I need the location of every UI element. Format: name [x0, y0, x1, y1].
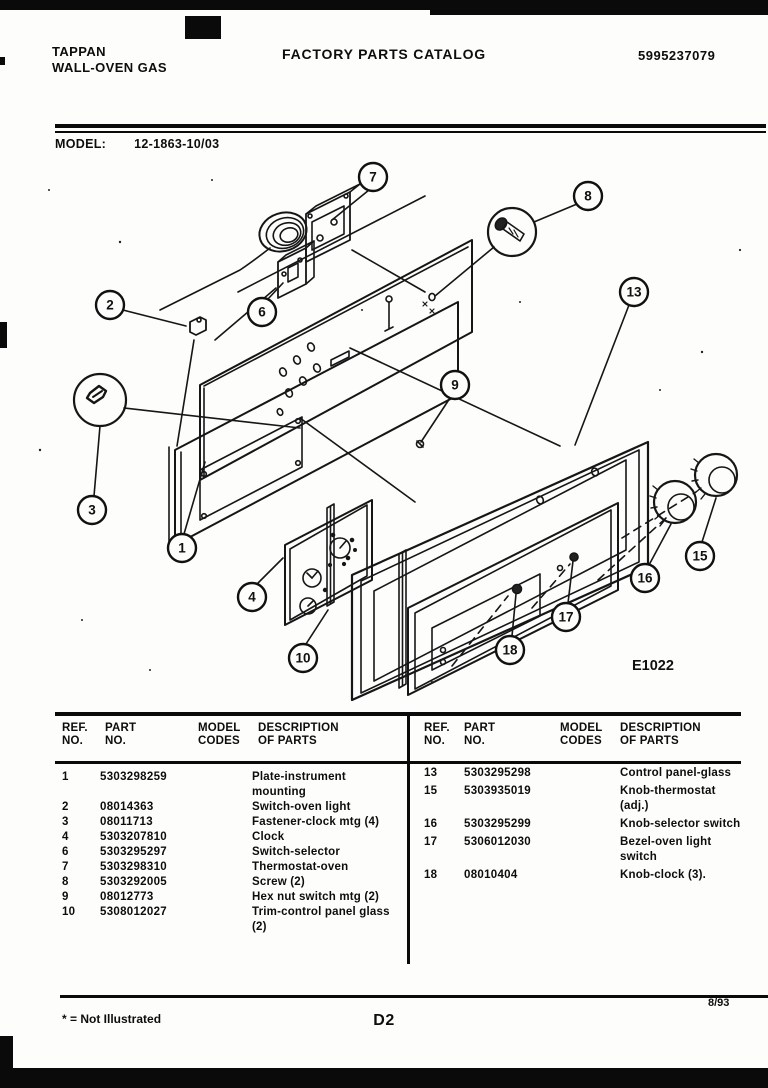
- screw-17: [570, 553, 578, 561]
- ref-no: 4: [62, 831, 69, 843]
- description: Hex nut switch mtg (2): [252, 891, 380, 903]
- table-row: [62, 830, 404, 845]
- callout-number-3: 3: [88, 502, 96, 518]
- callout-number-4: 4: [248, 589, 256, 605]
- thermostat-knob: [691, 454, 737, 499]
- description: Trim-control panel glass (2): [252, 906, 390, 933]
- part-no: 5306012030: [464, 836, 531, 848]
- model-label: MODEL:: [55, 137, 107, 151]
- description: Knob-thermostat (adj.): [620, 785, 716, 812]
- part-no: 5303295297: [100, 846, 167, 858]
- callout-number-16: 16: [637, 570, 653, 586]
- clock-assembly: [285, 500, 372, 625]
- model-codes: [560, 868, 620, 883]
- page-title: FACTORY PARTS CATALOG: [282, 46, 486, 62]
- table-row: [62, 875, 404, 890]
- callout-number-6: 6: [258, 304, 266, 320]
- table-row: [424, 784, 742, 814]
- table-top-rule: [55, 712, 741, 716]
- table-row: [62, 905, 404, 935]
- table-column-divider: [407, 712, 410, 964]
- callout-number-7: 7: [369, 169, 377, 185]
- part-no: 08011713: [100, 816, 153, 828]
- part-no: 08010404: [464, 869, 518, 881]
- ref-no: 15: [424, 785, 438, 797]
- callout-number-8: 8: [584, 188, 592, 204]
- description: Bezel-oven light switch: [620, 836, 712, 863]
- callout-number-13: 13: [626, 284, 642, 300]
- header-rule-thin: [55, 131, 766, 133]
- model-row: [55, 137, 219, 151]
- ref-no: 13: [424, 767, 438, 779]
- scan-top-bar-right: [430, 0, 768, 15]
- front-instrument-panel: [169, 302, 458, 549]
- callout-number-18: 18: [502, 642, 518, 658]
- part-no: 5303207810: [100, 831, 167, 843]
- description: Control panel-glass: [620, 767, 732, 779]
- scan-black-block: [185, 16, 221, 39]
- description: Screw (2): [252, 876, 305, 888]
- model-value: 12-1863-10/03: [134, 137, 220, 151]
- model-codes: [195, 815, 252, 830]
- part-no: 08014363: [100, 801, 154, 813]
- oven-light-switch-bracket: [177, 317, 206, 446]
- model-codes: [560, 784, 620, 814]
- thermostat-assembly: [160, 184, 360, 310]
- part-no: 5303295299: [464, 818, 531, 830]
- table-row: [62, 860, 404, 875]
- model-codes: [195, 800, 252, 815]
- callout-leaders: [94, 190, 716, 644]
- callout-number-10: 10: [295, 650, 311, 666]
- lower-glass-panel: [408, 503, 618, 695]
- ref-no: 18: [424, 869, 438, 881]
- part-no: 08012773: [100, 891, 154, 903]
- ref-no: 17: [424, 836, 438, 848]
- table-row: [62, 770, 404, 800]
- part-no: 5303292005: [100, 876, 167, 888]
- mounting-line: [238, 196, 425, 292]
- col-header-codes-left: MODEL CODES: [198, 722, 241, 747]
- table-row: [424, 868, 742, 883]
- col-header-ref-right: REF. NO.: [424, 722, 450, 747]
- description: Switch-selector: [252, 846, 340, 858]
- scan-bottom-bar: [0, 1068, 768, 1088]
- ref-no: 8: [62, 876, 69, 888]
- ref-no: 9: [62, 891, 69, 903]
- table-row: [62, 890, 404, 905]
- callout-number-17: 17: [558, 609, 574, 625]
- brand-name: TAPPAN: [52, 44, 106, 59]
- ref-no: 2: [62, 801, 69, 813]
- model-codes: [560, 766, 620, 781]
- catalog-number: 5995237079: [638, 48, 716, 63]
- header-rule: [55, 124, 766, 128]
- description: Thermostat-oven: [252, 861, 349, 873]
- selector-knob: [650, 481, 696, 526]
- description: Fastener-clock mtg (4): [252, 816, 380, 828]
- ref-no: 10: [62, 906, 76, 918]
- screw-18: [513, 585, 522, 594]
- model-codes: [195, 845, 252, 860]
- description: Switch-oven light: [252, 801, 351, 813]
- model-codes: [195, 890, 252, 905]
- figure-code: E1022: [632, 658, 674, 674]
- footer-rule: [60, 995, 768, 998]
- revision-date: 8/93: [708, 997, 730, 1009]
- col-header-codes-right: MODEL CODES: [560, 722, 603, 747]
- table-row: [424, 817, 742, 832]
- not-illustrated-note: * = Not Illustrated: [62, 1012, 162, 1026]
- table-row: [424, 766, 742, 781]
- part-no: 5303298310: [100, 861, 167, 873]
- callout-number-15: 15: [692, 548, 708, 564]
- page-number: D2: [373, 1012, 395, 1029]
- col-header-desc-right: DESCRIPTION OF PARTS: [620, 722, 701, 747]
- alignment-line: [300, 418, 415, 502]
- model-codes: [195, 905, 252, 935]
- scan-left-strip: [0, 1036, 13, 1070]
- parts-table-left: [62, 770, 404, 935]
- part-no: 5303298259: [100, 771, 167, 783]
- table-row: [62, 800, 404, 815]
- table-row: [424, 835, 742, 865]
- model-codes: [195, 875, 252, 890]
- model-codes: [195, 830, 252, 845]
- callout-number-2: 2: [106, 297, 114, 313]
- callout-bubbles: [78, 163, 714, 672]
- description: Clock: [252, 831, 285, 843]
- model-codes: [560, 835, 620, 865]
- screw-9: [417, 441, 424, 448]
- description: Knob-selector switch: [620, 818, 741, 830]
- part-no: 5303935019: [464, 785, 531, 797]
- model-codes: [195, 860, 252, 875]
- ref-no: 3: [62, 816, 69, 828]
- model-codes: [560, 817, 620, 832]
- ref-no: 16: [424, 818, 438, 830]
- ref-no: 7: [62, 861, 69, 873]
- col-header-part-left: PART NO.: [105, 722, 137, 747]
- table-row: [62, 845, 404, 860]
- ref-no: 1: [62, 771, 69, 783]
- col-header-part-right: PART NO.: [464, 722, 496, 747]
- ref-no: 6: [62, 846, 69, 858]
- brand-product-line: WALL-OVEN GAS: [52, 60, 167, 75]
- parts-table-right: [424, 766, 742, 886]
- exploded-parts-diagram: [0, 150, 768, 710]
- part-no: 5303295298: [464, 767, 531, 779]
- model-codes: [195, 770, 252, 800]
- col-header-desc-left: DESCRIPTION OF PARTS: [258, 722, 339, 747]
- part-no: 5308012027: [100, 906, 167, 918]
- callout-number-9: 9: [451, 377, 459, 393]
- description: Plate-instrument mounting: [252, 771, 346, 798]
- table-row: [62, 815, 404, 830]
- callout-number-1: 1: [178, 540, 186, 556]
- table-header-rule: [55, 761, 741, 764]
- col-header-ref-left: REF. NO.: [62, 722, 88, 747]
- description: Knob-clock (3).: [620, 869, 707, 881]
